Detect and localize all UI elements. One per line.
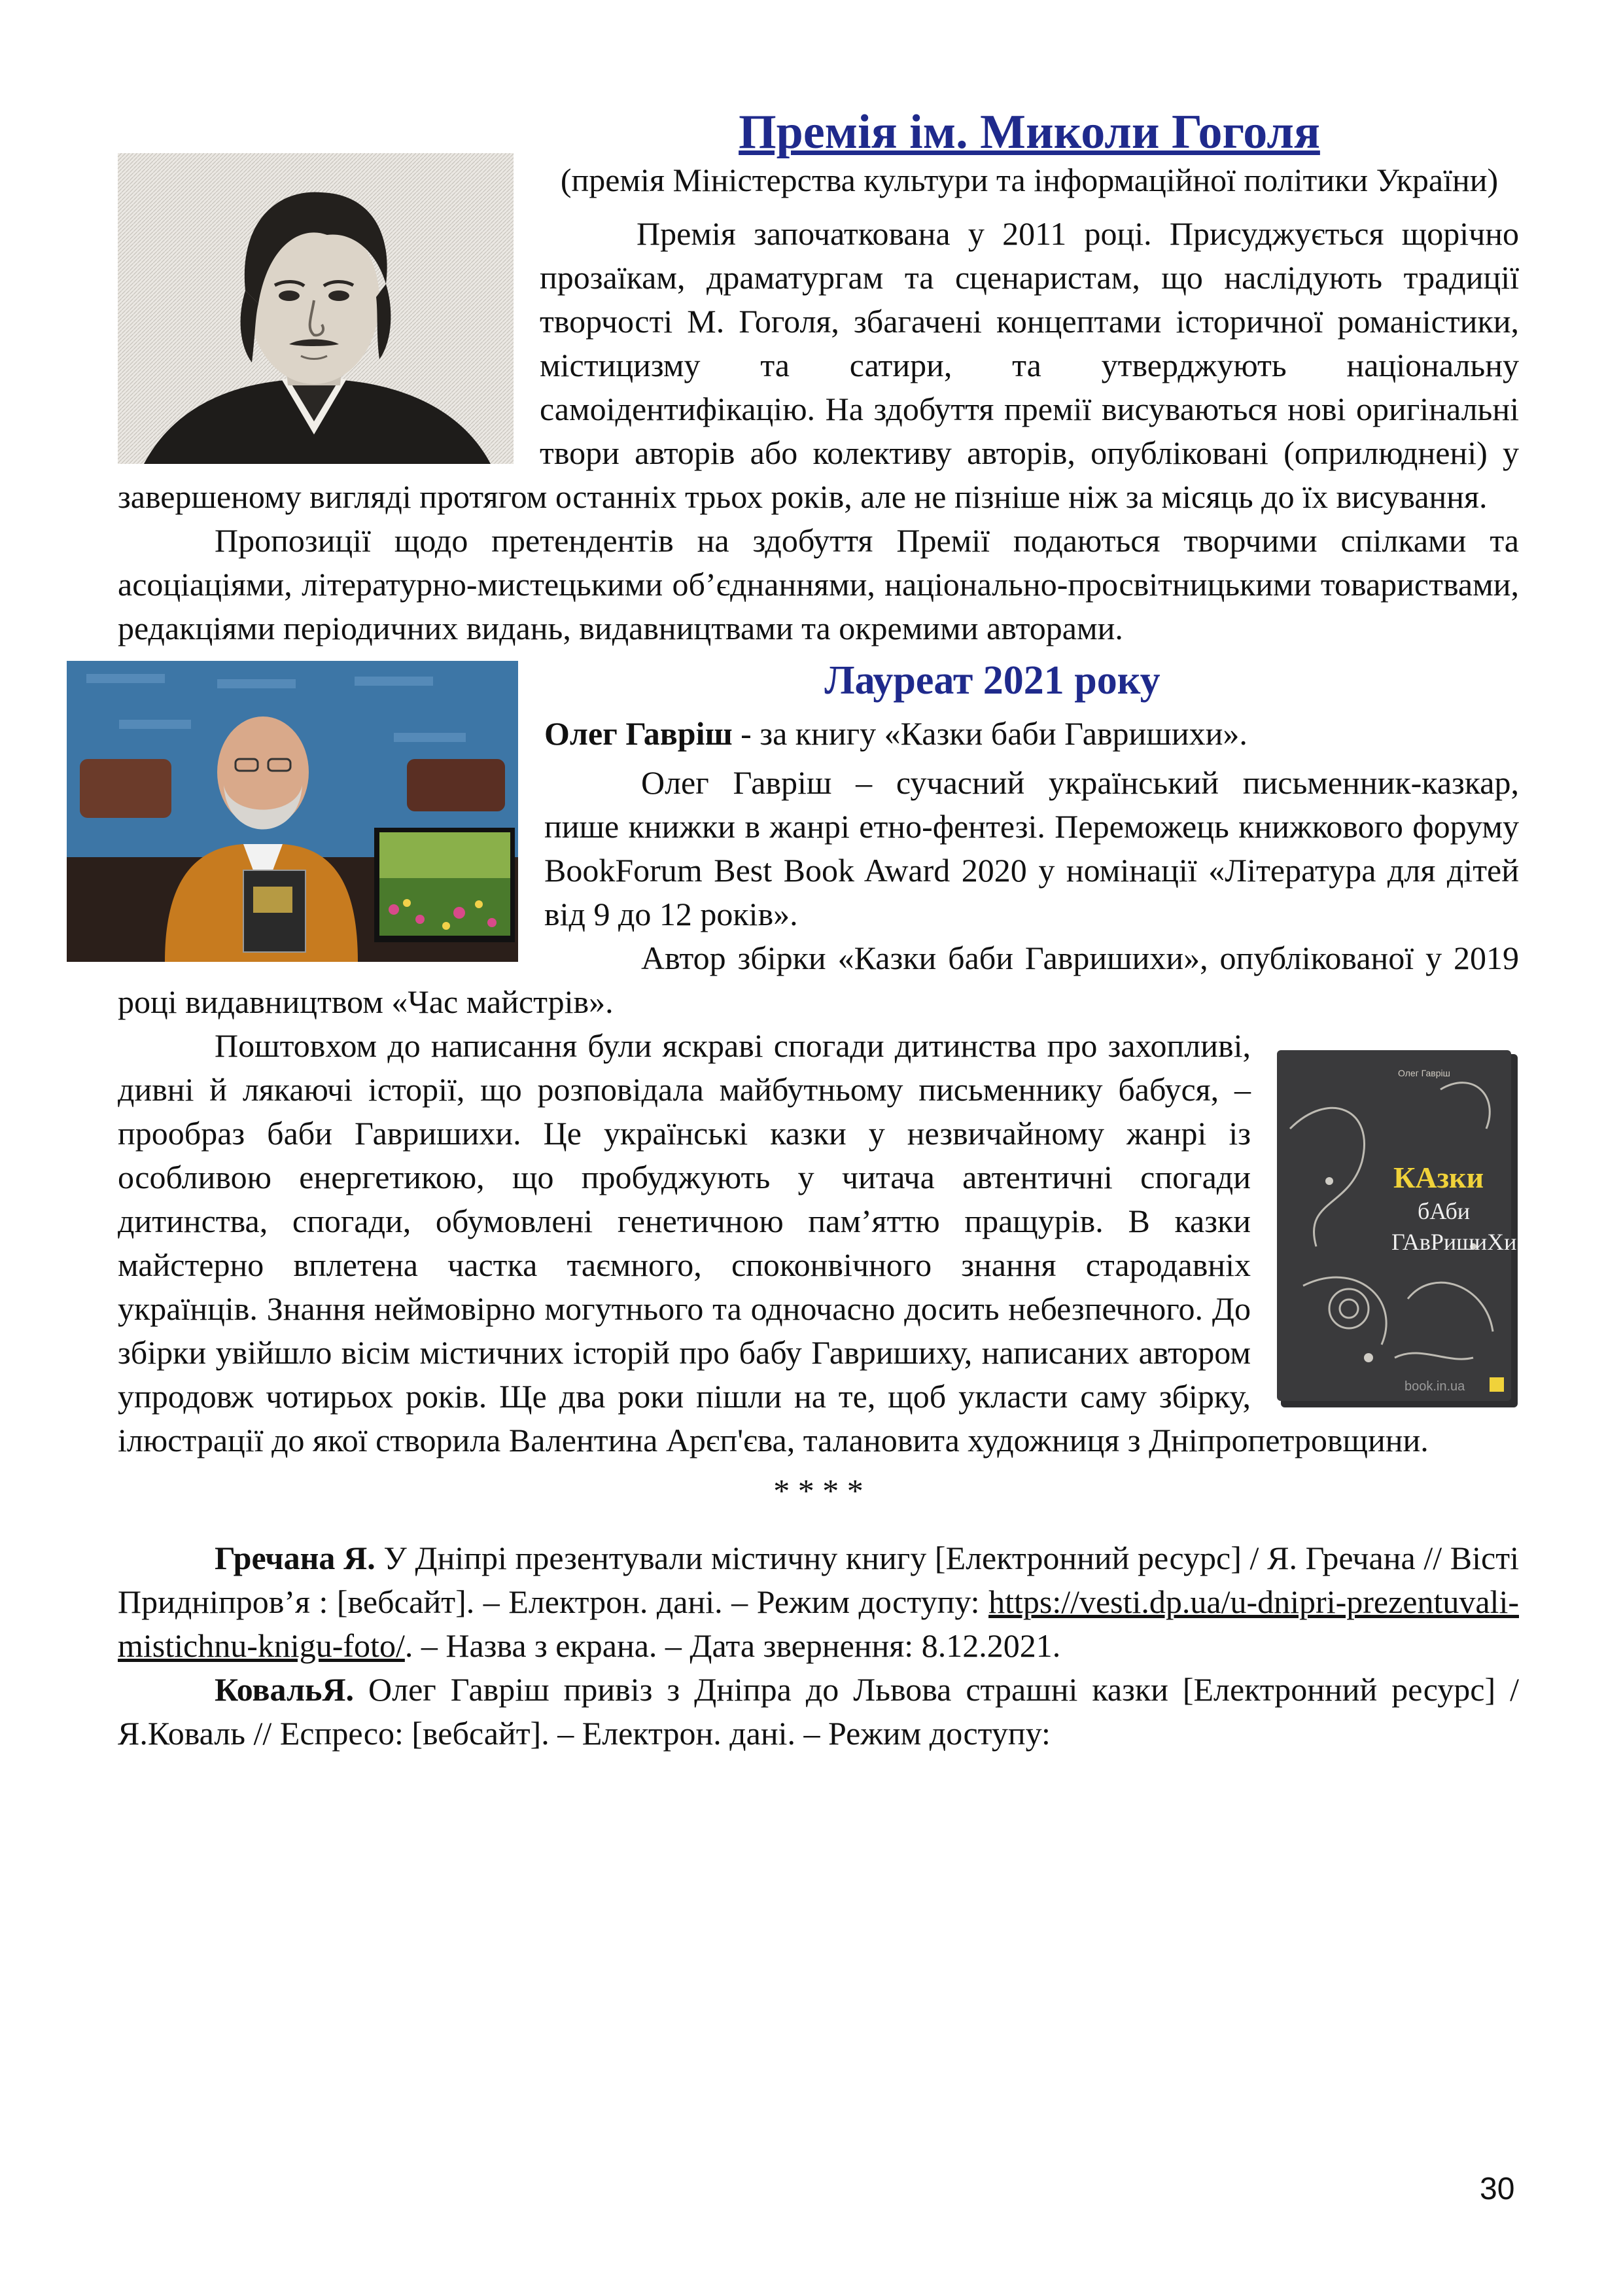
book-title-line3: ГАвРишиХи: [1391, 1229, 1517, 1255]
laureate-bio-paragraph: Автор збірки «Казки баби Гавришихи», опублікованої у 2019 році видавництвом «Час майстрів».: [118, 940, 1519, 1020]
laureate-heading: Лауреат 2021 року: [824, 658, 1161, 703]
laureate-bio-paragraph: Олег Гавріш – сучасний український письменник-казкар, пише книжки в жанрі етно-фентезі. Переможець книжкового форуму BookForum Best Book Award 2020 у номінації «Література для дітей від 9 до 12 років».: [544, 764, 1519, 932]
section-paragraph: Пропозиції щодо претендентів на здобуття Премії подаються творчими спілками та асоціаціями, літературно-мистецькими об’єднаннями, національно-просвітницькими товариствами, редакціями періодичних видань, видавництвами та окремими авторами.: [118, 522, 1519, 646]
laureate-photo-image: [67, 661, 518, 962]
reference-text: У Дніпрі презентували містичну книгу [Електронний ресурс] / Я. Гречана // Вісті Придніпров’я : [вебсайт]. – Електрон. дані. – Режим доступу:: [118, 1540, 1519, 1620]
gogol-portrait-image: [118, 153, 514, 464]
reference-author: Гречана Я.: [215, 1540, 375, 1576]
reference-text: Олег Гавріш привіз з Дніпра до Львова страшні казки [Електронний ресурс] / Я.Коваль // Еспресо: [вебсайт]. – Електрон. дані. – Режим доступу:: [118, 1671, 1519, 1752]
book-watermark-text: book.in.ua: [1405, 1379, 1465, 1394]
page-number: 30: [1480, 2172, 1515, 2206]
book-title-line1: КАзки: [1393, 1161, 1484, 1194]
section-subtitle: (премія Міністерства культури та інформаційної політики України): [560, 162, 1499, 198]
separator: * * * *: [773, 1472, 864, 1509]
reference-author: КовальЯ.: [215, 1671, 355, 1708]
section-title: Премія ім. Миколи Гоголя: [739, 105, 1320, 159]
book-cover-image: [1277, 1050, 1522, 1413]
reference-item: [118, 1536, 1519, 1668]
book-title-line2: бАби: [1418, 1198, 1471, 1224]
section-paragraph: Премія започаткована у 2011 році. Присуджується щорічно прозаїкам, драматургам та сценаристам, що наслідують традиції творчості М. Гоголя, збагачені концептами історичної романістики, містицизму та сатири, та утверджують національну самоідентифікацію. На здобуття премії висуваються нові оригінальні твори авторів або колективу авторів, опубліковані (оприлюднені) у завершеному вигляді протягом останніх трьох років, але не пізніше ніж за місяць до їх висування.: [118, 215, 1519, 515]
reference-link[interactable]: https://vesti.dp.ua/u-dnipri-prezentuvali-mistichnu-knigu-foto/: [118, 1583, 1519, 1664]
page-content: [118, 105, 1519, 1756]
laureate-award-text: - за книгу «Казки баби Гавришихи».: [732, 715, 1248, 752]
book-author-text: Олег Гавріш: [1398, 1068, 1450, 1078]
reference-text: . – Назва з екрана. – Дата звернення: 8.12.2021.: [404, 1627, 1061, 1664]
reference-item: [118, 1668, 1519, 1756]
laureate-name: Олег Гавріш: [544, 715, 733, 752]
laureate-bio-paragraph: Поштовхом до написання були яскраві спогади дитинства про захопливі, дивні й лякаючі історії, що розповідала майбутньому письменнику бабуся, – прообраз баби Гавришихи. Це українські казки у незвичайному жанрі із особливою енергетикою, що пробуджують у читача автентичні спогади дитинства, спогади, обумовлені генетичною пам’яттю пращурів. В казки майстерно вплетена частка таємного, споконвічного знання стародавніх українців. Знання неймовірно могутнього та одночасно досить небезпечного. До збірки увійшло вісім містичних історій про бабу Гавришиху, написаних автором упродовж чотирьох років. Ще два роки пішли на те, щоб укласти саму збірку, ілюстрації до якої створила Валентина Арєп'єва, талановита художниця з Дніпропетровщини.: [118, 1027, 1429, 1458]
